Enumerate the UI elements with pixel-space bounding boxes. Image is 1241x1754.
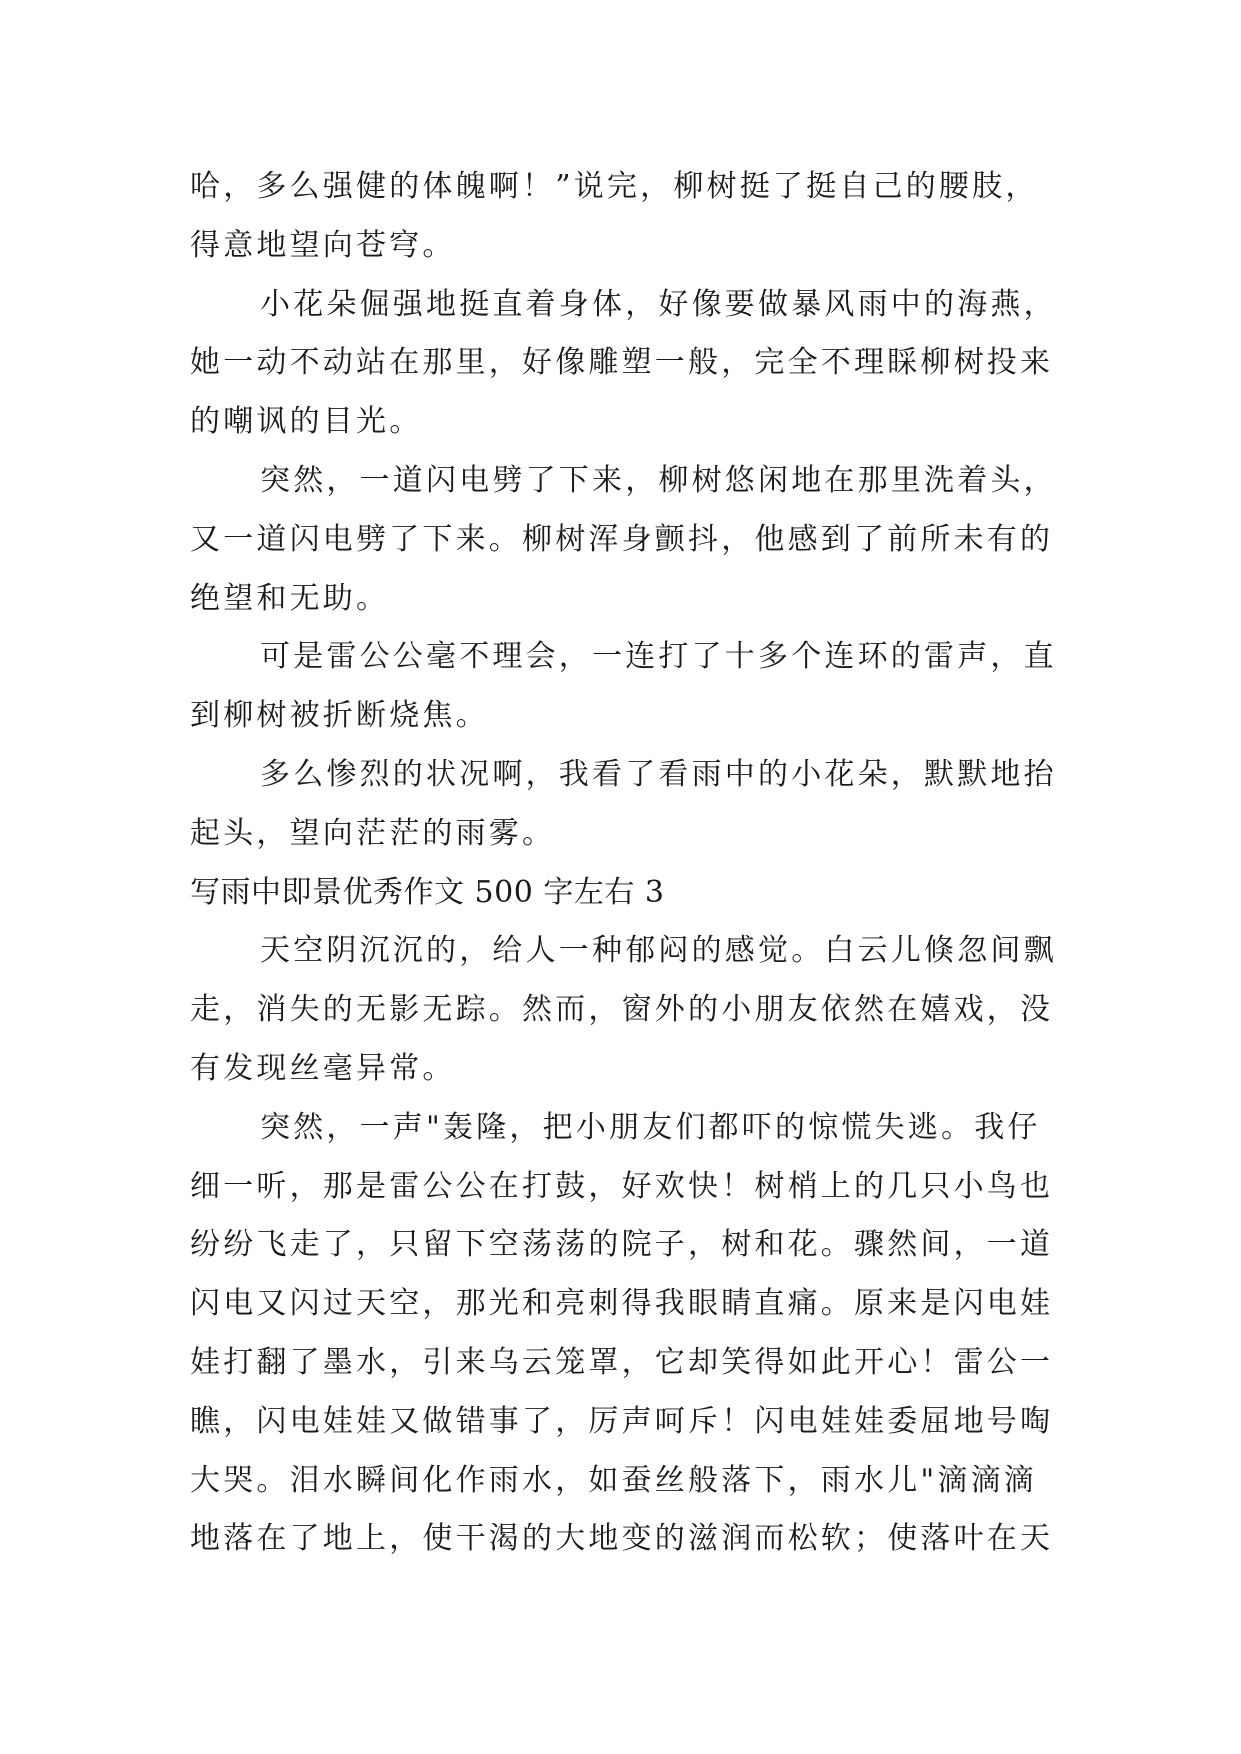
text-line: 纷纷飞走了，只留下空荡荡的院子，树和花。骤然间，一道 bbox=[190, 1227, 1054, 1263]
text-line: 闪电又闪过天空，那光和亮刺得我眼睛直痛。原来是闪电娃 bbox=[190, 1286, 1054, 1322]
text-line: 多么惨烈的状况啊，我看了看雨中的小花朵，默默地抬 bbox=[260, 756, 1057, 792]
essay-body bbox=[190, 158, 1070, 1569]
text-line: 哈，多么强健的体魄啊！”说完，柳树挺了挺自己的腰肢， bbox=[190, 169, 1039, 204]
text-line: 得意地望向苍穹。 bbox=[190, 227, 456, 263]
text-line: 的嘲讽的目光。 bbox=[190, 404, 423, 440]
text-line: 走，消失的无影无踪。然而，窗外的小朋友依然在嬉戏，没 bbox=[190, 992, 1054, 1028]
text-line: 天空阴沉沉的，给人一种郁闷的感觉。白云儿倏忽间飘 bbox=[260, 933, 1057, 969]
section-heading: 写雨中即景优秀作文 500 字左右 3 bbox=[190, 874, 665, 910]
text-line: 娃打翻了墨水，引来乌云笼罩，它却笑得如此开心！雷公一 bbox=[190, 1344, 1054, 1380]
text-line: 可是雷公公毫不理会，一连打了十多个连环的雷声，直 bbox=[260, 639, 1057, 675]
text-line: 她一动不动站在那里，好像雕塑一般，完全不理睬柳树投来 bbox=[190, 345, 1054, 381]
text-line: 到柳树被折断烧焦。 bbox=[190, 698, 489, 734]
text-line: 细一听，那是雷公公在打鼓，好欢快！树梢上的几只小鸟也 bbox=[190, 1168, 1054, 1204]
text-line: 有发现丝毫异常。 bbox=[190, 1050, 456, 1086]
text-line: 绝望和无助。 bbox=[190, 580, 390, 616]
text-line: 小花朵倔强地挺直着身体，好像要做暴风雨中的海燕， bbox=[260, 286, 1057, 322]
text-line: 起头，望向茫茫的雨雾。 bbox=[190, 815, 556, 851]
text-line: 大哭。泪水瞬间化作雨水，如蚕丝般落下，雨水儿"滴滴滴 bbox=[190, 1462, 1037, 1498]
text-line: 又一道闪电劈了下来。柳树浑身颤抖，他感到了前所未有的 bbox=[190, 521, 1054, 557]
text-line: 地落在了地上，使干渴的大地变的滋润而松软；使落叶在天 bbox=[190, 1521, 1054, 1557]
text-line: 突然，一道闪电劈了下来，柳树悠闲地在那里洗着头， bbox=[260, 462, 1057, 498]
text-line: 瞧，闪电娃娃又做错事了，厉声呵斥！闪电娃娃委屈地号啕 bbox=[190, 1403, 1054, 1439]
text-line: 突然，一声"轰隆，把小朋友们都吓的惊慌失逃。我仔 bbox=[260, 1109, 1041, 1145]
